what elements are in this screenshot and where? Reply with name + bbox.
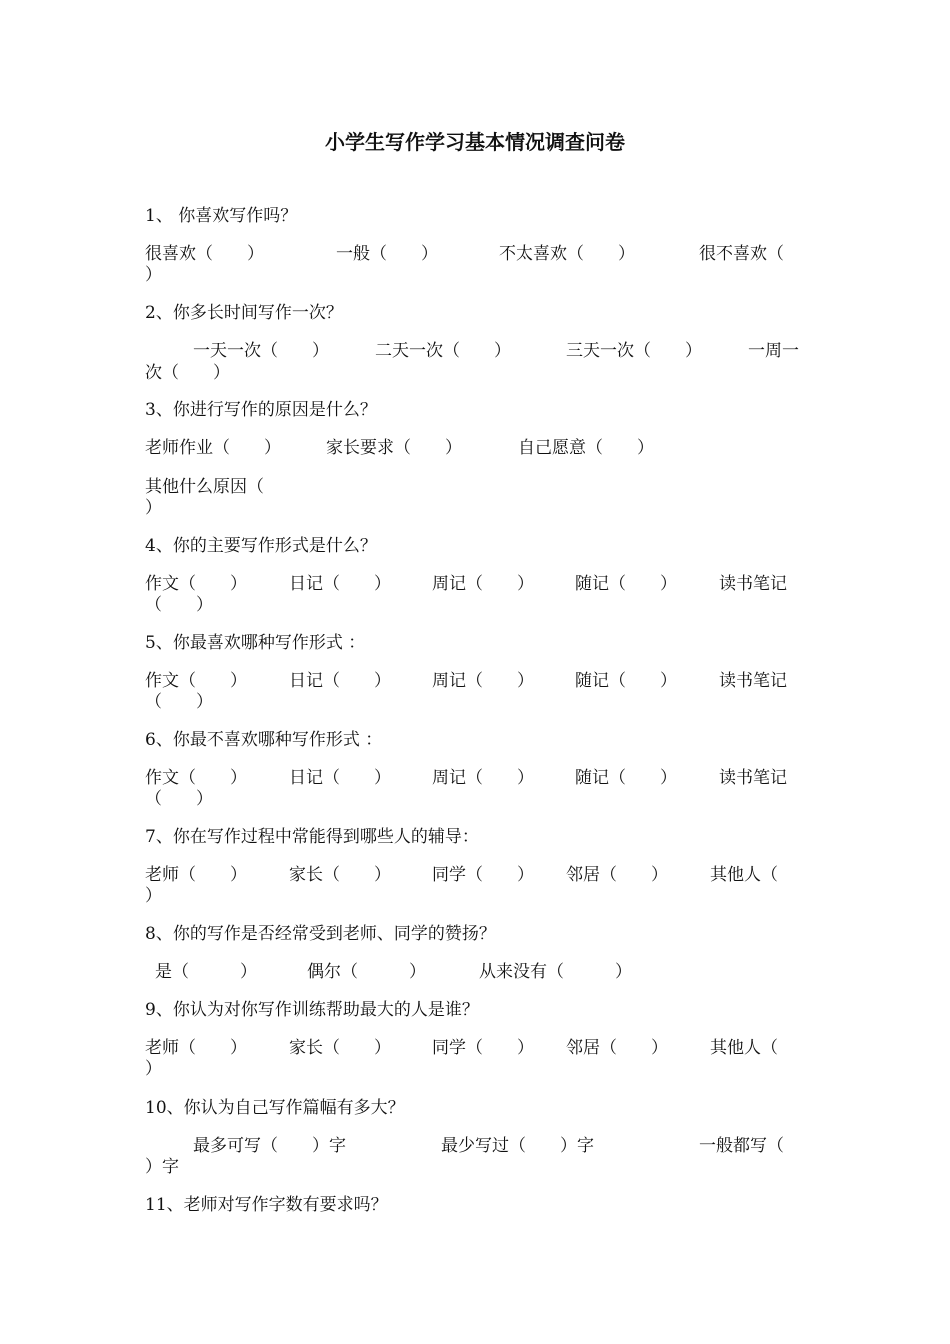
option-occasionally: 偶尔（ ）	[307, 962, 426, 982]
question-1: 1、 你喜欢写作吗？	[145, 206, 298, 226]
option-reading-notes: 读书笔记	[719, 768, 787, 788]
question-8: 8、你的写作是否经常受到老师、同学的赞扬？	[145, 924, 496, 944]
option-own-will: 自己愿意（ ）	[518, 438, 654, 458]
option-wrap: ）	[145, 886, 162, 906]
question-11: 11、老师对写作字数有要求吗？	[145, 1195, 388, 1215]
question-6: 6、你最不喜欢哪种写作形式 ：	[145, 730, 383, 750]
option-never: 从来没有（ ）	[479, 962, 632, 982]
option-once-a-day: 一天一次（ ）	[193, 341, 329, 361]
option-weekly-journal: 周记（ ）	[432, 768, 534, 788]
option-teacher: 老师（ ）	[145, 865, 247, 885]
option-once-a-week: 一周一	[748, 341, 799, 361]
option-min-words: 最少写过（ ）字	[441, 1136, 594, 1156]
question-3: 3、你进行写作的原因是什么？	[145, 400, 377, 420]
option-wrap: （ ）	[145, 692, 213, 712]
option-diary: 日记（ ）	[289, 574, 391, 594]
option-composition: 作文（ ）	[145, 768, 247, 788]
option-usual-words: 一般都写（	[699, 1136, 784, 1156]
option-random-notes: 随记（ ）	[575, 671, 677, 691]
option-composition: 作文（ ）	[145, 574, 247, 594]
option-reading-notes: 读书笔记	[719, 671, 787, 691]
option-random-notes: 随记（ ）	[575, 768, 677, 788]
question-5: 5、你最喜欢哪种写作形式 ：	[145, 633, 366, 653]
option-teacher-homework: 老师作业（ ）	[145, 438, 281, 458]
option-weekly-journal: 周记（ ）	[432, 671, 534, 691]
option-very-like: 很喜欢（ ）	[145, 244, 264, 264]
option-every-three-days: 三天一次（ ）	[566, 341, 702, 361]
option-neighbor: 邻居（ ）	[566, 865, 668, 885]
option-wrap: ）字	[145, 1157, 179, 1177]
option-weekly-journal: 周记（ ）	[432, 574, 534, 594]
option-others: 其他人（	[710, 865, 778, 885]
option-random-notes: 随记（ ）	[575, 574, 677, 594]
option-parent-request: 家长要求（ ）	[326, 438, 462, 458]
option-others: 其他人（	[710, 1038, 778, 1058]
option-wrap: ）	[145, 265, 162, 285]
option-composition: 作文（ ）	[145, 671, 247, 691]
option-wrap: （ ）	[145, 789, 213, 809]
option-parent: 家长（ ）	[289, 865, 391, 885]
option-so-so: 一般（ ）	[336, 244, 438, 264]
option-diary: 日记（ ）	[289, 671, 391, 691]
question-4: 4、你的主要写作形式是什么？	[145, 536, 377, 556]
option-strongly-dislike: 很不喜欢（	[699, 244, 784, 264]
option-wrap: ）	[145, 1059, 162, 1079]
option-every-two-days: 二天一次（ ）	[375, 341, 511, 361]
question-7: 7、你在写作过程中常能得到哪些人的辅导：	[145, 827, 479, 847]
question-2: 2、你多长时间写作一次？	[145, 303, 343, 323]
option-wrap: 次（ ）	[145, 363, 230, 383]
option-dislike: 不太喜欢（ ）	[499, 244, 635, 264]
question-10: 10、你认为自己写作篇幅有多大？	[145, 1098, 405, 1118]
option-neighbor: 邻居（ ）	[566, 1038, 668, 1058]
question-9: 9、你认为对你写作训练帮助最大的人是谁？	[145, 1000, 479, 1020]
option-parent: 家长（ ）	[289, 1038, 391, 1058]
option-reading-notes: 读书笔记	[719, 574, 787, 594]
option-classmate: 同学（ ）	[432, 865, 534, 885]
option-max-words: 最多可写（ ）字	[193, 1136, 346, 1156]
option-diary: 日记（ ）	[289, 768, 391, 788]
page-title: 小学生写作学习基本情况调查问卷	[325, 130, 625, 154]
option-other-reason: 其他什么原因（	[145, 477, 264, 497]
option-wrap: （ ）	[145, 595, 213, 615]
option-teacher: 老师（ ）	[145, 1038, 247, 1058]
option-wrap: ）	[145, 498, 162, 518]
option-yes: 是（ ）	[155, 962, 257, 982]
option-classmate: 同学（ ）	[432, 1038, 534, 1058]
